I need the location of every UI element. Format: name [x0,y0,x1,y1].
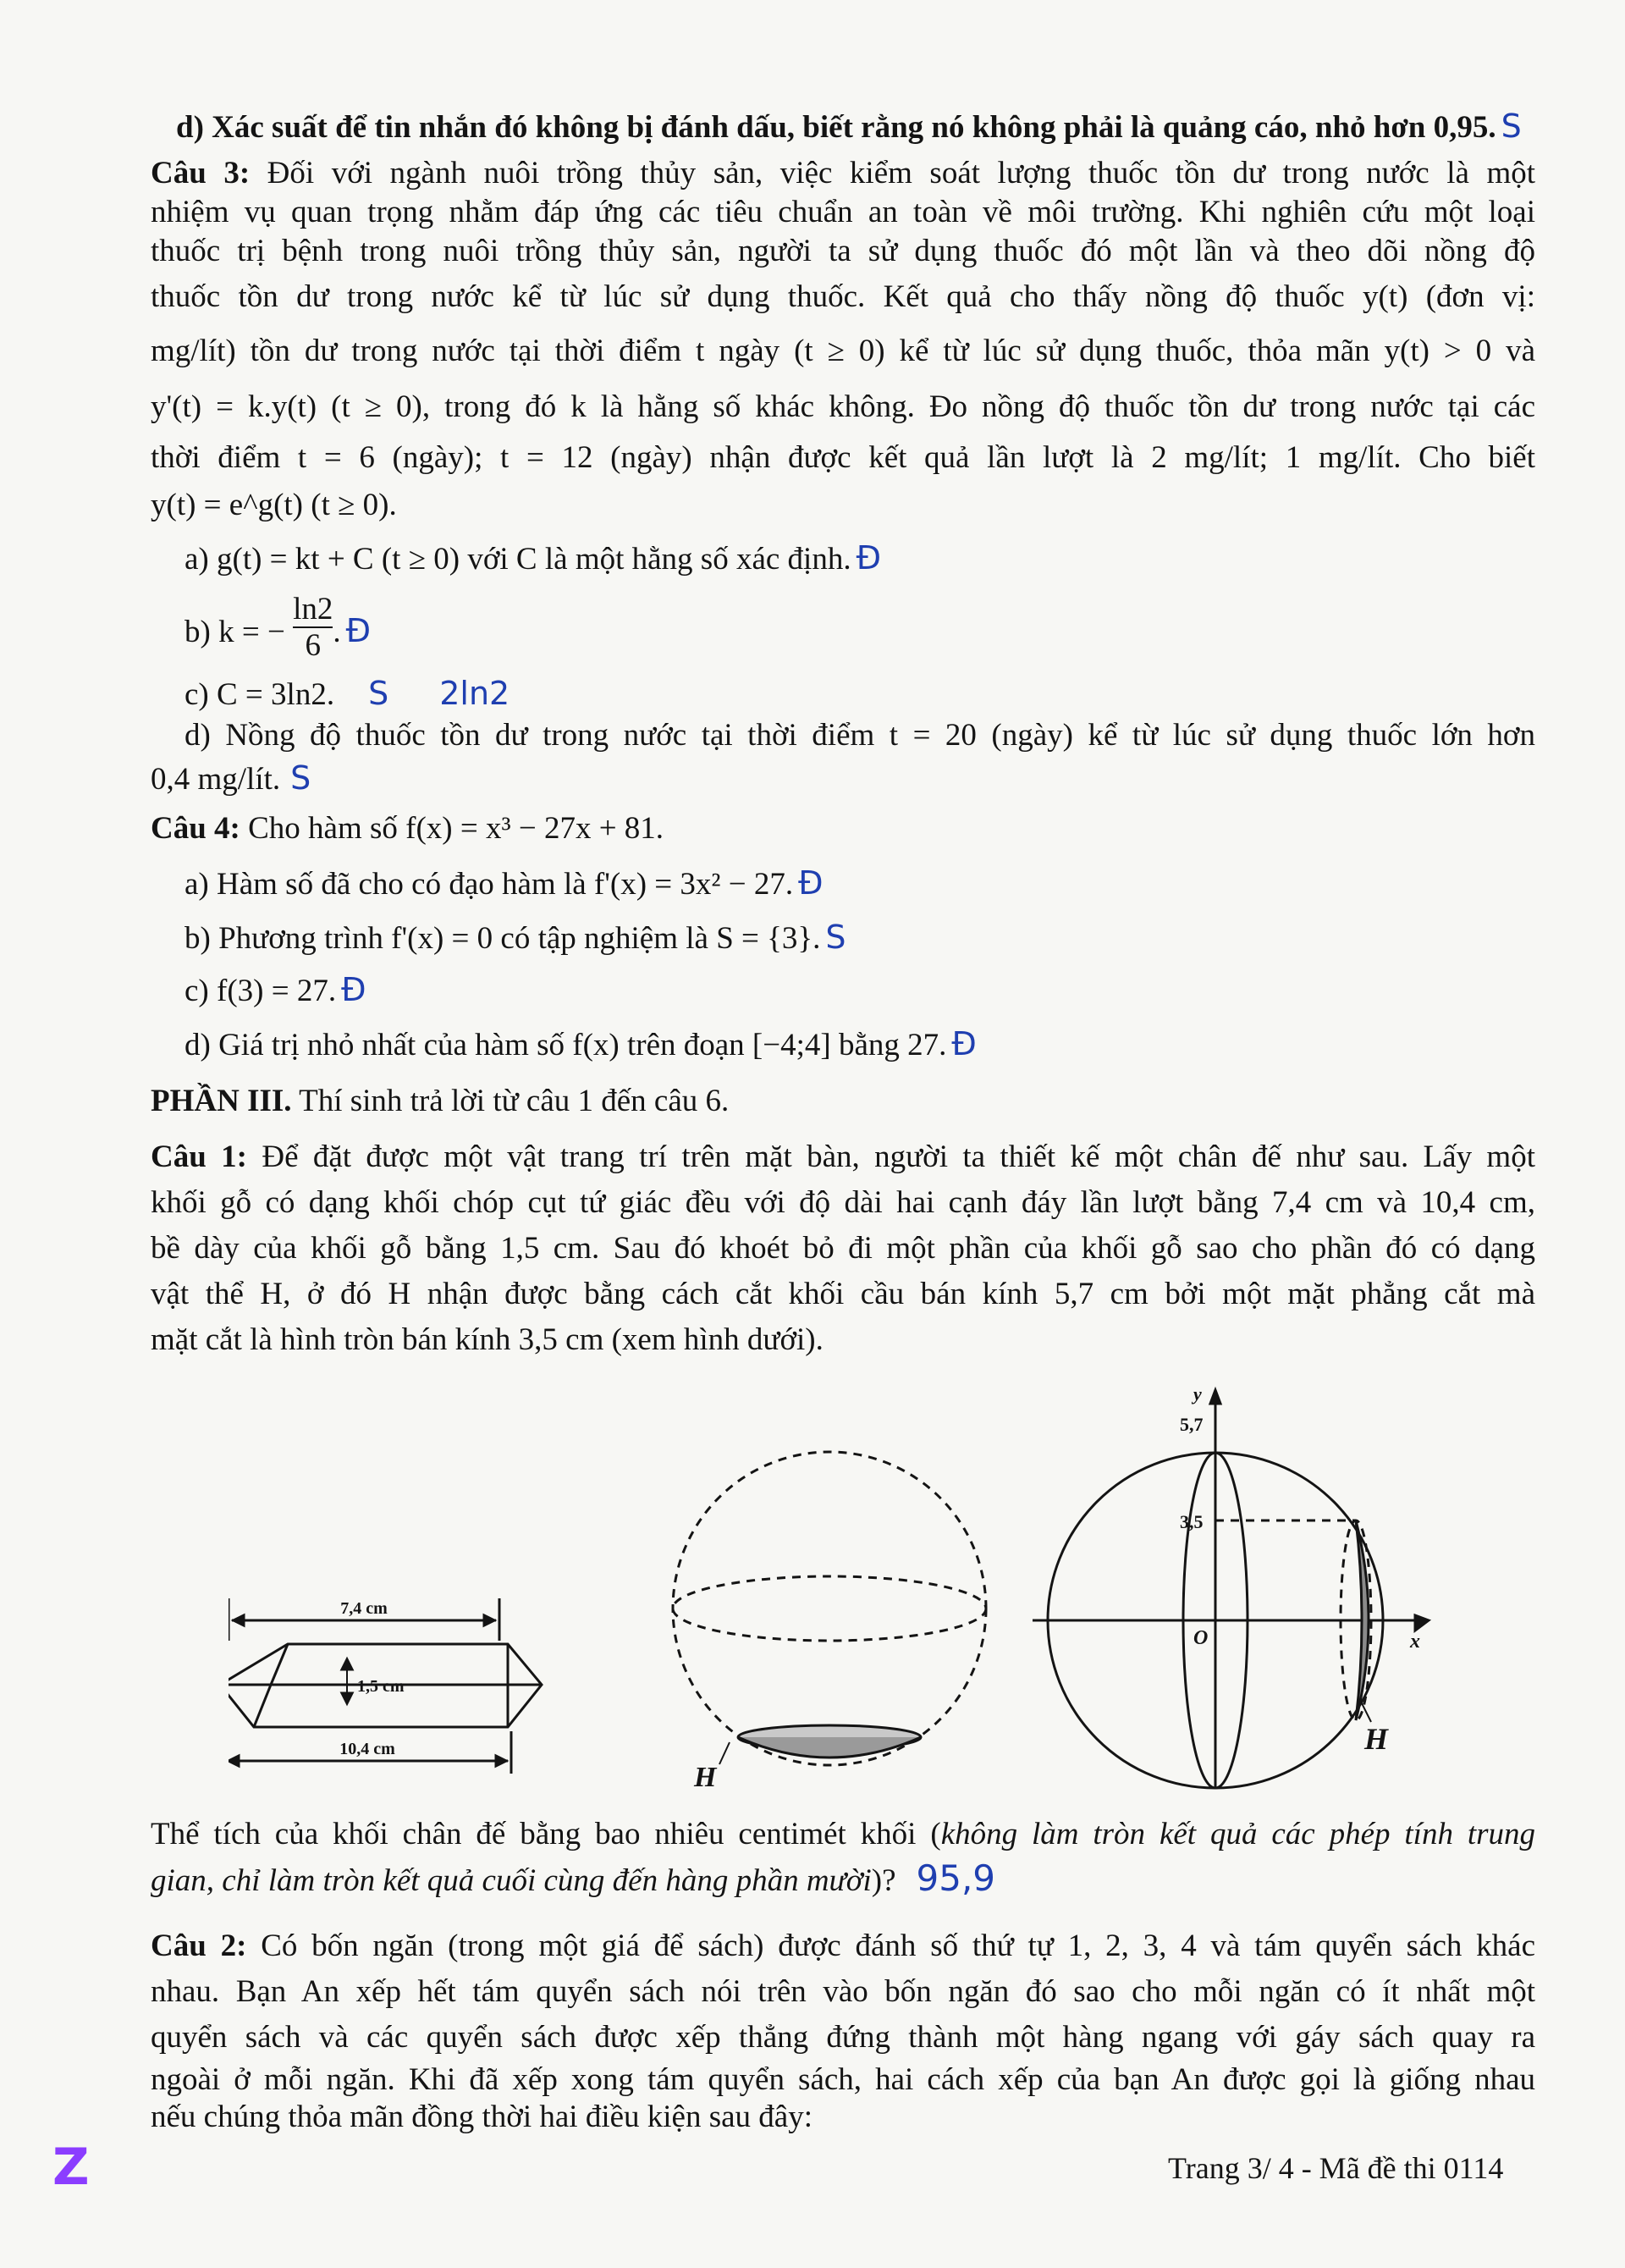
p3c1-line-4: vật thể H, ở đó H nhận được bằng cách cắt khối cầu bán kính 5,7 cm bởi một mặt phẳng cắt mà [151,1277,1535,1311]
frustum-top-label: 7,4 cm [340,1599,388,1618]
handwritten-answer: 95,9 [916,1857,996,1899]
handwritten-mark: Đ [798,864,824,902]
handwritten-mark: Đ [856,539,882,577]
sphere-cap-figure [660,1439,999,1812]
x-axis-label: x [1410,1631,1420,1653]
y-top-label: 5,7 [1180,1414,1204,1435]
cap-h-label: H [694,1762,717,1793]
p3c1-question-line-2: gian, chỉ làm tròn kết quả cuối cùng đến hàng phần mười)? 95,9 [151,1857,996,1899]
handwritten-mark: S [1501,108,1522,145]
sphere-axes-figure [1016,1380,1456,1812]
p3c1-line-3: bề dày của khối gỗ bằng 1,5 cm. Sau đó khoét bỏ đi một phần của khối gỗ sao cho phần đó có dạng [151,1231,1535,1266]
handwritten-mark: S [825,919,846,956]
cau4-item-b: b) Phương trình f'(x) = 0 có tập nghiệm là S = {3}. S [185,919,846,956]
cau3-line-5: mg/lít) tồn dư trong nước tại thời điểm t ngày (t ≥ 0) kể từ lúc sử dụng thuốc, thỏa mãn y(t) > 0 và [151,334,1535,368]
handwritten-mark: Đ [951,1025,977,1062]
cau4-stem: Câu 4: Cho hàm số f(x) = x³ − 27x + 81. [151,811,664,846]
frustum-height-label: 1,5 cm [357,1677,405,1696]
cau3-line-3: thuốc trị bệnh trong nuôi trồng thủy sản, người ta sử dụng thuốc đó một lần và theo dõi nồng độ [151,234,1535,268]
handwritten-mark: Đ [345,612,372,649]
y-axis-label: y [1193,1383,1202,1404]
p3c1-line-1: Câu 1: Để đặt được một vật trang trí trên mặt bàn, người ta thiết kế một chân đế như sau. Lấy một [151,1140,1535,1174]
frustum-bottom-label: 10,4 cm [339,1740,395,1758]
p3c2-line-4: ngoài ở mỗi ngăn. Khi đã xếp xong tám quyển sách, hai cách xếp của bạn An được gọi là giống nhau [151,2062,1535,2097]
p3c2-line-2: nhau. Bạn An xếp hết tám quyển sách nói trên vào bốn ngăn đó sao cho mỗi ngăn có ít nhất một [151,1974,1535,2009]
cau3-item-b: b) k = − $\frac{\ln 2}{6}$ . Đ [185,592,372,663]
z-logo-icon: Z [52,2138,90,2197]
cau3-line-4: thuốc tồn dư trong nước kể từ lúc sử dụng thuốc. Kết quả cho thấy nồng độ thuốc y(t) (đơn vị: [151,279,1535,314]
p3c1-line-5: mặt cắt là hình tròn bán kính 3,5 cm (xem hình dưới). [151,1322,824,1357]
cau4-item-a: a) Hàm số đã cho có đạo hàm là f'(x) = 3x² − 27. Đ [185,864,824,902]
handwritten-mark: Đ [341,971,366,1008]
p3c1-line-2: khối gỗ có dạng khối chóp cụt tứ giác đều với độ dài hai cạnh đáy lần lượt bằng 7,4 cm và 10,4 cm, [151,1185,1535,1220]
origin-label: O [1193,1627,1209,1649]
handwritten-note: 2ln2 [439,675,510,712]
page-footer: Trang 3/ 4 - Mã đề thi 0114 [1168,2151,1504,2185]
cau3-line-6: y'(t) = k.y(t) (t ≥ 0), trong đó k là hằng số khác không. Đo nồng độ thuốc tồn dư trong nước tại các [151,389,1535,424]
frustum-figure [229,1592,559,1812]
q2-item-d: d) Xác suất để tin nhắn đó không bị đánh dấu, biết rằng nó không phải là quảng cáo, nhỏ hơn 0,95. S [176,108,1522,145]
p3c1-question-line-1: Thể tích của khối chân đế bằng bao nhiêu centimét khối (không làm tròn kết quả các phép tính trung [151,1817,1536,1851]
cau3-line-1: Câu 3: Đối với ngành nuôi trồng thủy sản, việc kiểm soát lượng thuốc tồn dư trong nước là một [151,156,1535,190]
cau4-item-c: c) f(3) = 27. Đ [185,971,366,1008]
part3-heading: PHẦN III. Thí sinh trả lời từ câu 1 đến câu 6. [151,1084,730,1118]
cau3-item-a: a) g(t) = kt + C (t ≥ 0) với C là một hằng số xác định. Đ [185,539,882,577]
cau4-item-d: d) Giá trị nhỏ nhất của hàm số f(x) trên đoạn [−4;4] bằng 27. Đ [185,1025,977,1062]
y-mid-label: 3,5 [1180,1511,1204,1532]
cau3-line-2: nhiệm vụ quan trọng nhằm đáp ứng các tiêu chuẩn an toàn về môi trường. Khi nghiên cứu một loại [151,195,1535,229]
p3c2-line-1: Câu 2: Có bốn ngăn (trong một giá để sách) được đánh số thứ tự 1, 2, 3, 4 và tám quyển sách khác [151,1929,1536,1963]
cau3-line-7: thời điểm t = 6 (ngày); t = 12 (ngày) nhận được kết quả lần lượt là 2 mg/lít; 1 mg/lít. Cho biết [151,440,1535,475]
cau3-line-8: y(t) = e^g(t) (t ≥ 0). [151,488,397,522]
cau3-item-d-line-2: 0,4 mg/lít. S [151,759,311,797]
segment-h-label: H [1364,1722,1389,1756]
handwritten-mark: S [290,759,311,797]
p3c2-line-3: quyển sách và các quyển sách được xếp thẳng đứng thành một hàng ngang với gáy sách quay ra [151,2020,1535,2055]
p3c2-line-5: nếu chúng thỏa mãn đồng thời hai điều kiện sau đây: [151,2100,813,2134]
cau3-item-c: c) C = 3ln2. S 2ln2 [185,675,510,712]
handwritten-mark: S [368,675,389,712]
cau3-item-d-line-1: d) Nồng độ thuốc tồn dư trong nước tại thời điểm t = 20 (ngày) kể từ lúc sử dụng thuốc lớn hơn [185,718,1535,753]
